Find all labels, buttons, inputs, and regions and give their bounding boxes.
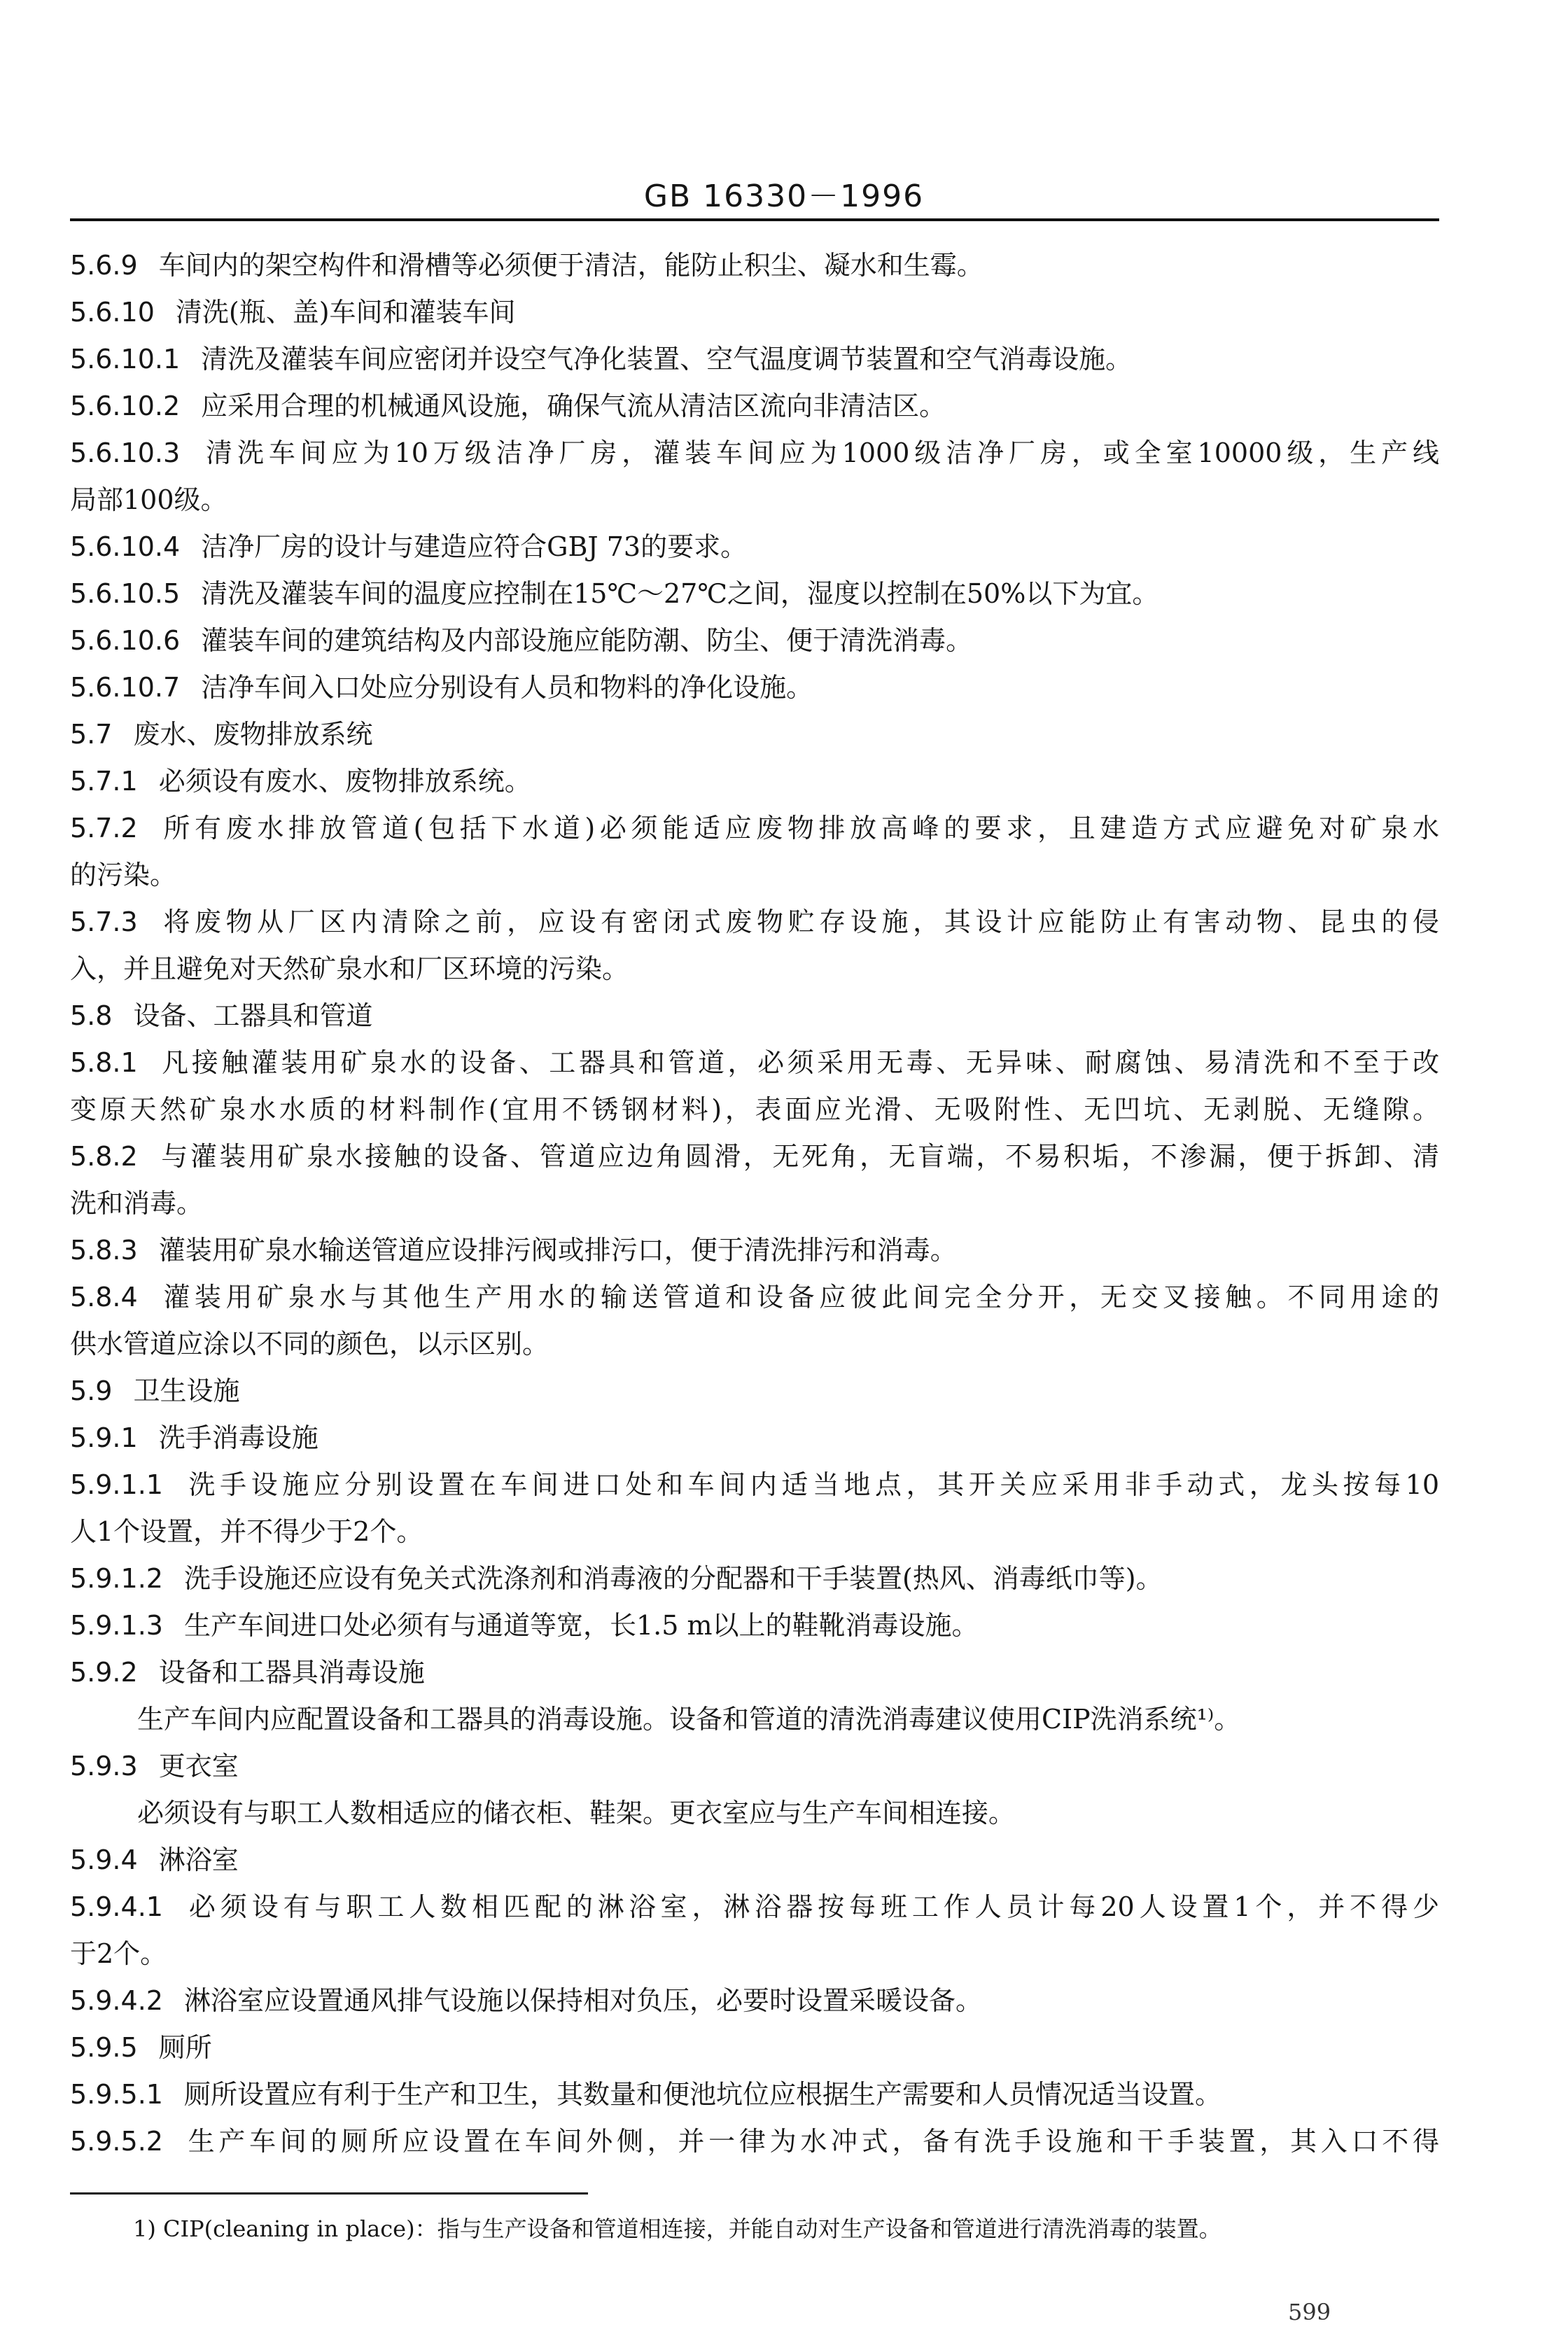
clause-text: 的污染。 bbox=[70, 860, 177, 890]
clause-line bbox=[70, 664, 1439, 711]
clause-number: 5.7.3 bbox=[70, 906, 138, 937]
clause-text: 供水管道应涂以不同的颜色，以示区别。 bbox=[70, 1329, 550, 1359]
clause-line bbox=[70, 711, 1439, 758]
clause-text: 必须设有与职工人数相适应的储衣柜、鞋架。更衣室应与生产车间相连接。 bbox=[137, 1798, 1016, 1828]
clause-number: 5.9.4.1 bbox=[70, 1891, 163, 1922]
body-text bbox=[70, 242, 1439, 2165]
footnote-rule bbox=[70, 2192, 588, 2194]
clause-number: 5.9.1.1 bbox=[70, 1469, 163, 1500]
clause-line bbox=[70, 1415, 1439, 1462]
clause-number: 5.8.1 bbox=[70, 1047, 138, 1078]
clause-text: 变原天然矿泉水水质的材料制作(宜用不锈钢材料)，表面应光滑、无吸附性、无凹坑、无剥脱、无缝隙。 bbox=[70, 1094, 1439, 1125]
clause-text: 所有废水排放管道(包括下水道)必须能适应废物排放高峰的要求，且建造方式应避免对矿泉水 bbox=[158, 813, 1439, 844]
clause-text: 卫生设施 bbox=[133, 1376, 240, 1406]
clause-line bbox=[70, 1274, 1439, 1321]
clause-line bbox=[70, 2024, 1439, 2071]
clause-text: 局部100级。 bbox=[70, 484, 227, 515]
clause-number: 5.6.9 bbox=[70, 250, 138, 281]
clause-line bbox=[70, 758, 1439, 805]
clause-text: 洗手设施还应设有免关式洗涤剂和消毒液的分配器和干手装置(热风、消毒纸巾等)。 bbox=[183, 1563, 1163, 1594]
clause-text: 淋浴室应设置通风排气设施以保持相对负压，必要时设置采暖设备。 bbox=[183, 1985, 982, 2016]
clause-line bbox=[70, 524, 1439, 570]
continuation-line bbox=[70, 1790, 1439, 1837]
clause-text: 淋浴室 bbox=[158, 1844, 239, 1875]
continuation-line bbox=[70, 1931, 1439, 1977]
clause-text: 必须设有废水、废物排放系统。 bbox=[158, 766, 531, 797]
continuation-line bbox=[70, 1321, 1439, 1368]
clause-line bbox=[70, 1555, 1439, 1602]
clause-number: 5.9.5 bbox=[70, 2032, 138, 2063]
clause-line bbox=[70, 1602, 1439, 1649]
clause-line bbox=[70, 1227, 1439, 1274]
clause-number: 5.7.2 bbox=[70, 813, 138, 844]
clause-line bbox=[70, 383, 1439, 430]
clause-text: 厕所 bbox=[158, 2032, 212, 2063]
clause-number: 5.9.5.1 bbox=[70, 2079, 163, 2110]
clause-number: 5.6.10 bbox=[70, 297, 155, 328]
clause-text: 设备和工器具消毒设施 bbox=[158, 1657, 425, 1688]
clause-number: 5.6.10.4 bbox=[70, 531, 181, 562]
clause-text: 凡接触灌装用矿泉水的设备、工器具和管道，必须采用无毒、无异味、耐腐蚀、易清洗和不至于改 bbox=[158, 1047, 1439, 1078]
clause-number: 5.7 bbox=[70, 719, 113, 750]
clause-text: 生产车间的厕所应设置在车间外侧，并一律为水冲式，备有洗手设施和干手装置，其入口不得 bbox=[183, 2126, 1439, 2157]
clause-line bbox=[70, 899, 1439, 946]
continuation-line bbox=[70, 852, 1439, 899]
clause-number: 5.9 bbox=[70, 1376, 113, 1406]
clause-number: 5.9.1 bbox=[70, 1422, 138, 1453]
clause-line bbox=[70, 1462, 1439, 1508]
clause-text: 废水、废物排放系统 bbox=[133, 719, 373, 750]
clause-number: 5.6.10.3 bbox=[70, 438, 181, 468]
clause-text: 洁净厂房的设计与建造应符合GBJ 73的要求。 bbox=[201, 531, 748, 562]
page-number: 599 bbox=[1288, 2299, 1331, 2325]
clause-line bbox=[70, 617, 1439, 664]
clause-number: 5.6.10.1 bbox=[70, 344, 181, 374]
clause-line bbox=[70, 2118, 1439, 2165]
clause-text: 清洗(瓶、盖)车间和灌装车间 bbox=[175, 297, 516, 328]
clause-line bbox=[70, 993, 1439, 1040]
clause-text: 洁净车间入口处应分别设有人员和物料的净化设施。 bbox=[201, 672, 813, 703]
continuation-line bbox=[70, 1508, 1439, 1555]
clause-text: 清洗及灌装车间应密闭并设空气净化装置、空气温度调节装置和空气消毒设施。 bbox=[201, 344, 1133, 374]
clause-text: 洗和消毒。 bbox=[70, 1188, 204, 1219]
clause-line bbox=[70, 242, 1439, 289]
clause-text: 必须设有与职工人数相匹配的淋浴室，淋浴器按每班工作人员计每20人设置1个，并不得少 bbox=[183, 1891, 1439, 1922]
clause-text: 应采用合理的机械通风设施，确保气流从清洁区流向非清洁区。 bbox=[201, 391, 946, 421]
clause-number: 5.8.3 bbox=[70, 1235, 138, 1266]
clause-text: 车间内的架空构件和滑槽等必须便于清洁，能防止积尘、凝水和生霉。 bbox=[158, 250, 983, 281]
clause-text: 将废物从厂区内清除之前，应设有密闭式废物贮存设施，其设计应能防止有害动物、昆虫的侵 bbox=[158, 906, 1439, 937]
clause-text: 灌装用矿泉水输送管道应设排污阀或排污口，便于清洗排污和消毒。 bbox=[158, 1235, 957, 1266]
clause-number: 5.7.1 bbox=[70, 766, 138, 797]
header-rule bbox=[70, 218, 1439, 221]
footnote: 1) CIP(cleaning in place)：指与生产设备和管道相连接，并能自动对生产设备和管道进行清洗消毒的装置。 bbox=[133, 2216, 1222, 2242]
clause-text: 清洗车间应为10万级洁净厂房，灌装车间应为1000级洁净厂房，或全室10000级，生产线 bbox=[201, 438, 1439, 468]
clause-text: 人1个设置，并不得少于2个。 bbox=[70, 1516, 424, 1547]
clause-number: 5.9.1.3 bbox=[70, 1610, 163, 1641]
clause-number: 5.6.10.7 bbox=[70, 672, 181, 703]
clause-number: 5.8.2 bbox=[70, 1141, 138, 1172]
clause-text: 入，并且避免对天然矿泉水和厂区环境的污染。 bbox=[70, 953, 629, 984]
clause-line bbox=[70, 2071, 1439, 2118]
continuation-line bbox=[70, 477, 1439, 524]
continuation-line bbox=[70, 1180, 1439, 1227]
clause-number: 5.8 bbox=[70, 1000, 113, 1031]
clause-line bbox=[70, 570, 1439, 617]
clause-text: 与灌装用矿泉水接触的设备、管道应边角圆滑，无死角，无盲端，不易积垢，不渗漏，便于拆卸、清 bbox=[158, 1141, 1439, 1172]
clause-number: 5.6.10.5 bbox=[70, 578, 181, 609]
clause-line bbox=[70, 1368, 1439, 1415]
clause-line bbox=[70, 1977, 1439, 2024]
clause-text: 厕所设置应有利于生产和卫生，其数量和便池坑位应根据生产需要和人员情况适当设置。 bbox=[183, 2079, 1222, 2110]
clause-line bbox=[70, 1649, 1439, 1696]
clause-line bbox=[70, 1133, 1439, 1180]
clause-line bbox=[70, 1884, 1439, 1931]
clause-text: 灌装用矿泉水与其他生产用水的输送管道和设备应彼此间完全分开，无交叉接触。不同用途的 bbox=[158, 1282, 1439, 1312]
clause-text: 生产车间内应配置设备和工器具的消毒设施。设备和管道的清洗消毒建议使用CIP洗消系统¹⁾。 bbox=[137, 1704, 1241, 1735]
clause-number: 5.9.2 bbox=[70, 1657, 138, 1688]
continuation-line bbox=[70, 1696, 1439, 1743]
clause-number: 5.6.10.2 bbox=[70, 391, 181, 421]
clause-line bbox=[70, 1040, 1439, 1086]
clause-text: 灌装车间的建筑结构及内部设施应能防潮、防尘、便于清洗消毒。 bbox=[201, 625, 973, 656]
clause-number: 5.9.5.2 bbox=[70, 2126, 163, 2157]
continuation-line bbox=[70, 946, 1439, 993]
clause-text: 于2个。 bbox=[70, 1938, 167, 1969]
clause-text: 生产车间进口处必须有与通道等宽，长1.5 m以上的鞋靴消毒设施。 bbox=[183, 1610, 979, 1641]
clause-number: 5.9.1.2 bbox=[70, 1563, 163, 1594]
clause-line bbox=[70, 430, 1439, 477]
clause-line bbox=[70, 336, 1439, 383]
clause-number: 5.9.4.2 bbox=[70, 1985, 163, 2016]
clause-number: 5.6.10.6 bbox=[70, 625, 181, 656]
clause-line bbox=[70, 1743, 1439, 1790]
clause-line bbox=[70, 289, 1439, 336]
clause-text: 更衣室 bbox=[158, 1751, 239, 1782]
clause-line bbox=[70, 1837, 1439, 1884]
standard-number-header: GB 16330－1996 bbox=[643, 178, 925, 214]
clause-text: 洗手消毒设施 bbox=[158, 1422, 318, 1453]
clause-number: 5.8.4 bbox=[70, 1282, 138, 1312]
clause-text: 洗手设施应分别设置在车间进口处和车间内适当地点，其开关应采用非手动式，龙头按每10 bbox=[183, 1469, 1439, 1500]
clause-line bbox=[70, 805, 1439, 852]
clause-number: 5.9.4 bbox=[70, 1844, 138, 1875]
clause-number: 5.9.3 bbox=[70, 1751, 138, 1782]
clause-text: 设备、工器具和管道 bbox=[133, 1000, 373, 1031]
continuation-line bbox=[70, 1086, 1439, 1133]
clause-text: 清洗及灌装车间的温度应控制在15℃～27℃之间，湿度以控制在50%以下为宜。 bbox=[201, 578, 1159, 609]
